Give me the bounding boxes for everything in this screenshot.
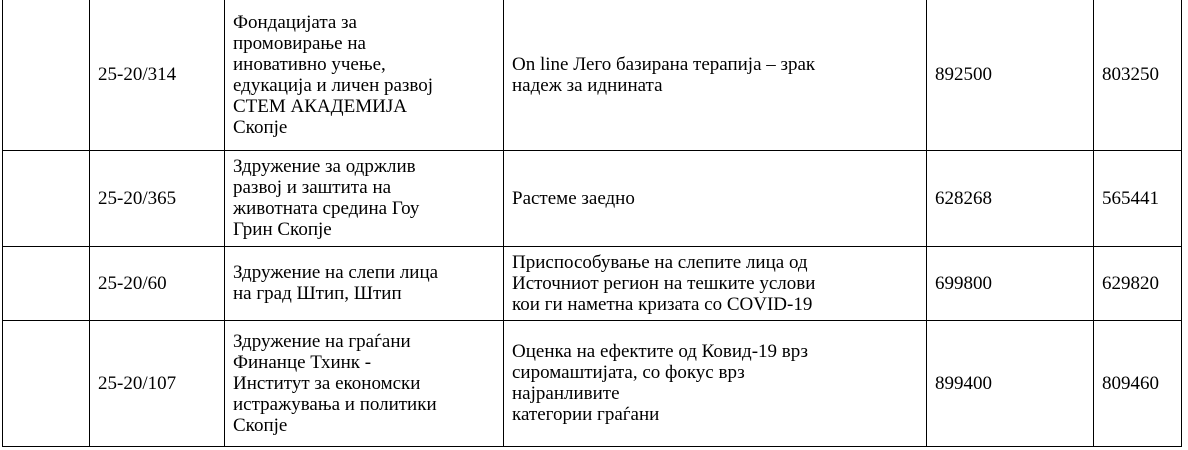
approved-amount-cell bbox=[1094, 320, 1182, 446]
project-title-line: сиромаштијата, со фокус врз bbox=[512, 362, 745, 383]
organization-name-line: развој и заштита на bbox=[233, 177, 392, 198]
project-title bbox=[512, 54, 922, 96]
approved-amount: 629820 bbox=[1102, 272, 1159, 294]
requested-amount: 628268 bbox=[935, 187, 992, 209]
approved-amount: 803250 bbox=[1102, 64, 1159, 86]
approved-amount: 809460 bbox=[1102, 372, 1159, 394]
project-title-cell bbox=[504, 246, 927, 320]
row-number-cell bbox=[3, 150, 90, 246]
table-row bbox=[3, 0, 1182, 150]
requested-amount-cell bbox=[927, 150, 1094, 246]
organization-name bbox=[233, 331, 499, 436]
project-title-cell bbox=[504, 320, 927, 446]
approved-amount: 565441 bbox=[1102, 187, 1159, 209]
project-title bbox=[512, 341, 922, 425]
organization-name bbox=[233, 12, 499, 138]
application-code-cell bbox=[90, 0, 225, 150]
organization-name-line: иновативно учење, bbox=[233, 53, 386, 75]
organization-cell bbox=[225, 246, 504, 320]
application-code-cell bbox=[90, 150, 225, 246]
application-code: 25-20/365 bbox=[98, 187, 177, 209]
organization-name-line: промовирање на bbox=[233, 32, 366, 54]
project-title-line: On line Лего базирана терапија – зрак bbox=[512, 53, 816, 75]
approved-amount-cell bbox=[1094, 0, 1182, 150]
table-row bbox=[3, 150, 1182, 246]
project-title-line: Растеме заедно bbox=[512, 187, 635, 209]
project-title-line: категории граѓани bbox=[512, 404, 660, 425]
organization-name-line: животната средина Гоу bbox=[233, 198, 420, 219]
organization-name-line: истражувања и политики bbox=[233, 393, 437, 415]
organization-name-line: Финанце Тхинк - bbox=[233, 351, 372, 373]
approved-amount-cell bbox=[1094, 150, 1182, 246]
project-title-line: најранливите bbox=[512, 383, 620, 404]
table-row bbox=[3, 246, 1182, 320]
organization-name-line: Фондацијата за bbox=[233, 11, 357, 33]
requested-amount-cell bbox=[927, 320, 1094, 446]
project-title-cell bbox=[504, 150, 927, 246]
project-title bbox=[512, 252, 922, 315]
project-title bbox=[512, 188, 922, 209]
organization-name-line: СТЕМ АКАДЕМИЈА bbox=[233, 95, 407, 117]
application-code: 25-20/314 bbox=[98, 64, 177, 86]
organization-name-line: Скопје bbox=[233, 116, 288, 138]
approved-amount-cell bbox=[1094, 246, 1182, 320]
requested-amount: 899400 bbox=[935, 372, 992, 394]
organization-name-line: Здружение на слепи лица bbox=[233, 262, 439, 283]
organization-cell bbox=[225, 150, 504, 246]
organization-name-line: Скопје bbox=[233, 414, 288, 436]
grants-table bbox=[2, 0, 1182, 447]
row-number-cell bbox=[3, 0, 90, 150]
organization-name-line: Здружение за одржлив bbox=[233, 156, 416, 177]
organization-name-line: Институт за економски bbox=[233, 372, 421, 394]
project-title-line: кои ги наметна кризата со COVID-19 bbox=[512, 293, 813, 315]
requested-amount: 892500 bbox=[935, 64, 992, 86]
application-code-cell bbox=[90, 246, 225, 320]
project-title-line: Источниот регион на тешките услови bbox=[512, 272, 816, 294]
organization-cell bbox=[225, 0, 504, 150]
organization-name bbox=[233, 156, 499, 240]
row-number-cell bbox=[3, 320, 90, 446]
project-title-line: надеж за иднината bbox=[512, 74, 663, 96]
grants-table-body bbox=[3, 0, 1182, 446]
requested-amount: 699800 bbox=[935, 272, 992, 294]
organization-name-line: едукација и личен развој bbox=[233, 74, 434, 96]
project-title-line: Оценка на ефектите од Ковид-19 врз bbox=[512, 341, 809, 362]
organization-name bbox=[233, 262, 499, 304]
organization-name-line: Здружение на граѓани bbox=[233, 330, 411, 352]
project-title-line: Приспособување на слепите лица од bbox=[512, 251, 808, 273]
application-code-cell bbox=[90, 320, 225, 446]
project-title-cell bbox=[504, 0, 927, 150]
organization-name-line: Грин Скопје bbox=[233, 219, 332, 240]
requested-amount-cell bbox=[927, 0, 1094, 150]
organization-cell bbox=[225, 320, 504, 446]
application-code: 25-20/60 bbox=[98, 272, 167, 294]
application-code: 25-20/107 bbox=[98, 372, 177, 394]
requested-amount-cell bbox=[927, 246, 1094, 320]
table-row bbox=[3, 320, 1182, 446]
organization-name-line: на град Штип, Штип bbox=[233, 283, 402, 304]
row-number-cell bbox=[3, 246, 90, 320]
